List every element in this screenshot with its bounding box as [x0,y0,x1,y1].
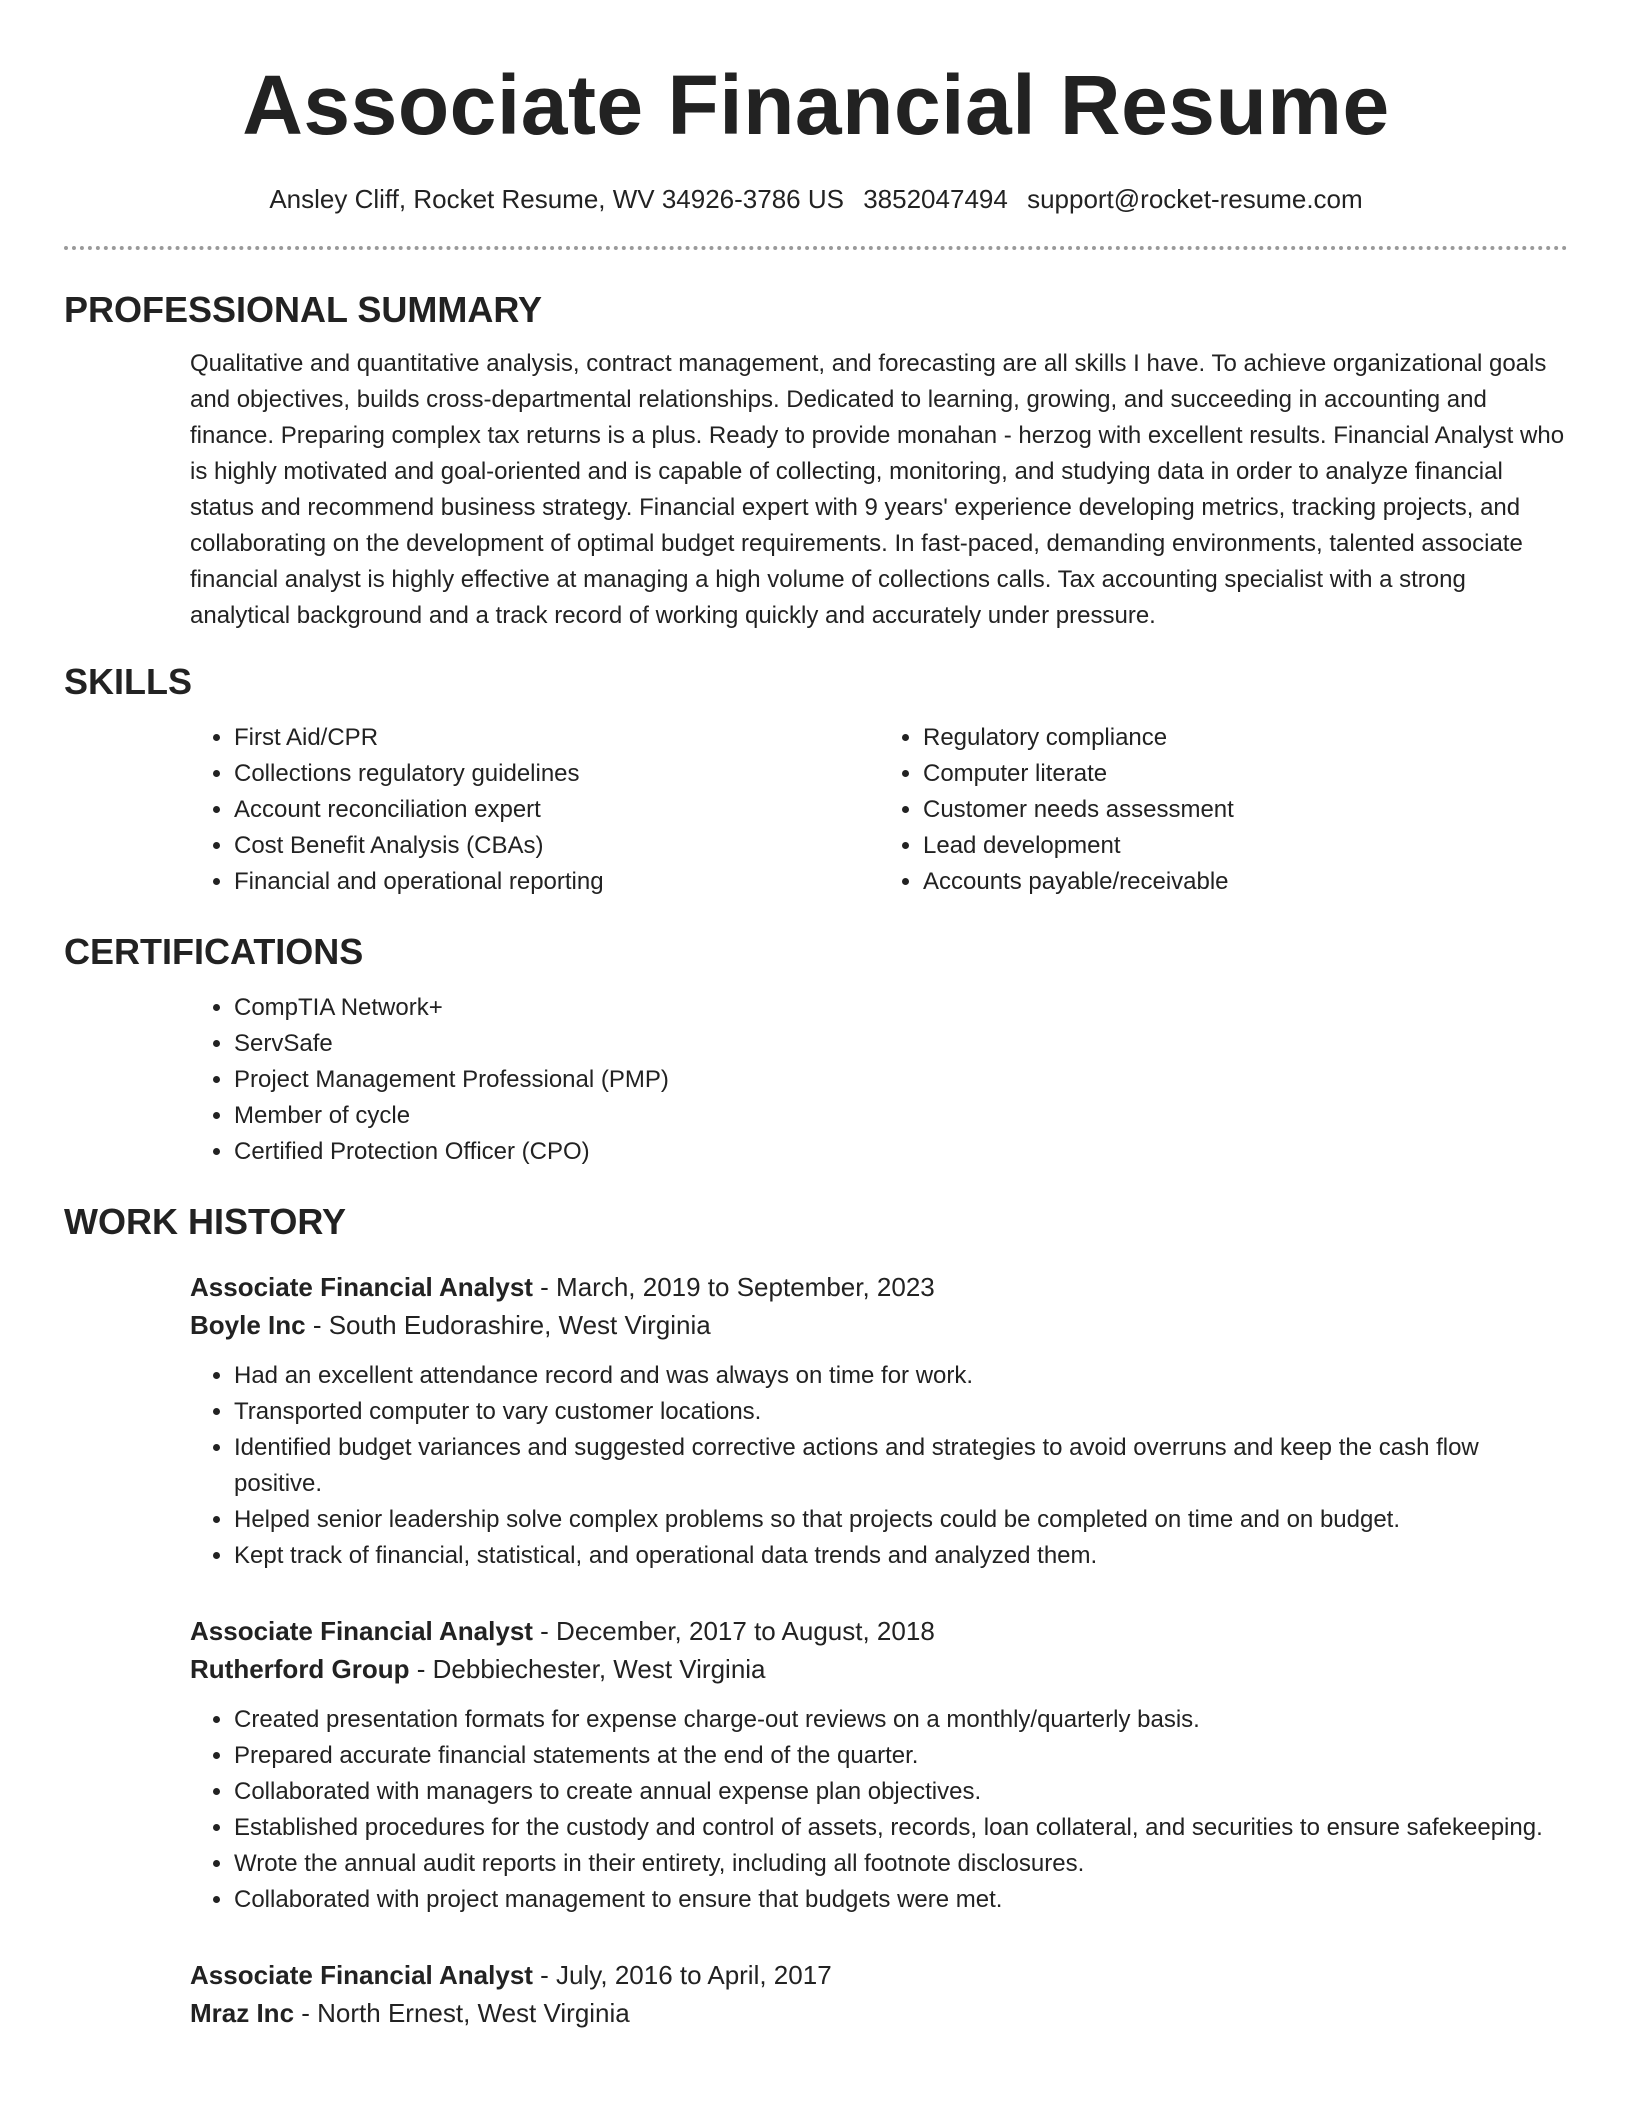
job-bullets [190,1358,1568,1574]
job-location: - South Eudorashire, West Virginia [305,1310,711,1340]
contact-line [64,182,1568,216]
skill-item: • Financial and operational reporting [234,864,879,900]
skills-heading: SKILLS [64,661,193,702]
job-company: Boyle Inc [190,1310,306,1340]
job-bullet: • Prepared accurate financial statements at the end of the quarter. [234,1738,1568,1774]
job-bullet: • Established procedures for the custody and control of assets, records, loan collateral, and securities to ensure safekeeping. [234,1810,1568,1846]
summary-heading: PROFESSIONAL SUMMARY [64,289,543,330]
job-bullet: • Wrote the annual audit reports in their entirety, including all footnote disclosures. [234,1846,1568,1882]
skill-item: • Collections regulatory guidelines [234,756,879,792]
certification-item: • ServSafe [234,1026,1568,1062]
job-bullet: • Collaborated with managers to create annual expense plan objectives. [234,1774,1568,1810]
job-title-line [190,1612,1568,1650]
job-bullets [190,1702,1568,1918]
job-entry [190,1956,1568,2032]
job-location: - Debbiechester, West Virginia [409,1654,766,1684]
skill-item: • Lead development [923,828,1568,864]
certification-item: • Member of cycle [234,1098,1568,1134]
header-divider [64,246,1568,250]
resume-title: Associate Financial Resume [242,58,1390,152]
job-company-line [190,1650,1568,1688]
job-bullet: • Helped senior leadership solve complex problems so that projects could be completed on time and on budget. [234,1502,1568,1538]
skill-item: • Regulatory compliance [923,720,1568,756]
skills-right-column [879,720,1568,900]
job-title: Associate Financial Analyst [190,1272,533,1302]
certification-item: • Certified Protection Officer (CPO) [234,1134,1568,1170]
certification-item: • Project Management Professional (PMP) [234,1062,1568,1098]
skill-item: • Computer literate [923,756,1568,792]
skill-item: • Account reconciliation expert [234,792,879,828]
certification-item: • CompTIA Network+ [234,990,1568,1026]
job-bullet: • Had an excellent attendance record and was always on time for work. [234,1358,1568,1394]
work-history-body [190,1268,1568,2032]
contact-address: Ansley Cliff, Rocket Resume, WV 34926-3786 US [269,184,844,214]
job-dates: - December, 2017 to August, 2018 [532,1616,935,1646]
job-dates: - July, 2016 to April, 2017 [532,1960,832,1990]
job-company-line [190,1994,1568,2032]
job-company: Rutherford Group [190,1654,410,1684]
job-company: Mraz Inc [190,1998,295,2028]
job-bullet: • Kept track of financial, statistical, and operational data trends and analyzed them. [234,1538,1568,1574]
job-bullet: • Identified budget variances and suggested corrective actions and strategies to avoid overruns and keep the cash flow positive. [234,1430,1568,1502]
job-dates: - March, 2019 to September, 2023 [532,1272,935,1302]
work-history-heading: WORK HISTORY [64,1201,347,1242]
job-title-line [190,1268,1568,1306]
job-title: Associate Financial Analyst [190,1616,533,1646]
job-entry [190,1268,1568,1574]
skill-item: • First Aid/CPR [234,720,879,756]
contact-phone[interactable]: 3852047494 [863,184,1008,214]
skill-item: • Cost Benefit Analysis (CBAs) [234,828,879,864]
skill-item: • Customer needs assessment [923,792,1568,828]
job-bullet: • Created presentation formats for expense charge-out reviews on a monthly/quarterly basis. [234,1702,1568,1738]
skill-item: • Accounts payable/receivable [923,864,1568,900]
skills-left-column [190,720,879,900]
job-title: Associate Financial Analyst [190,1960,533,1990]
job-location: - North Ernest, West Virginia [294,1998,630,2028]
certifications-body [190,990,1568,1170]
certifications-list [190,990,1568,1170]
contact-email[interactable]: support@rocket-resume.com [1027,184,1363,214]
summary-text: Qualitative and quantitative analysis, contract management, and forecasting are all skills I have. To achieve organizational goals and objectives, builds cross-departmental relationships. Dedicated to learning, growing, and succeeding in accounting and finance. Preparing complex tax returns is a plus. Ready to provide monahan - herzog with excellent results. Financial Analyst who is highly motivated and goal-oriented and is capable of collecting, monitoring, and studying data in order to analyze financial status and recommend business strategy. Financial expert with 9 years' experience developing metrics, tracking projects, and collaborating on the development of optimal budget requirements. In fast-paced, demanding environments, talented associate financial analyst is highly effective at managing a high volume of collections calls. Tax accounting specialist with a strong analytical background and a track record of working quickly and accurately under pressure. [190,350,1565,629]
job-title-line [190,1956,1568,1994]
job-bullet: • Collaborated with project management to ensure that budgets were met. [234,1882,1568,1918]
job-entry [190,1612,1568,1918]
job-bullet: • Transported computer to vary customer locations. [234,1394,1568,1430]
skills-grid [190,720,1568,900]
certifications-heading: CERTIFICATIONS [64,931,364,972]
job-company-line [190,1306,1568,1344]
